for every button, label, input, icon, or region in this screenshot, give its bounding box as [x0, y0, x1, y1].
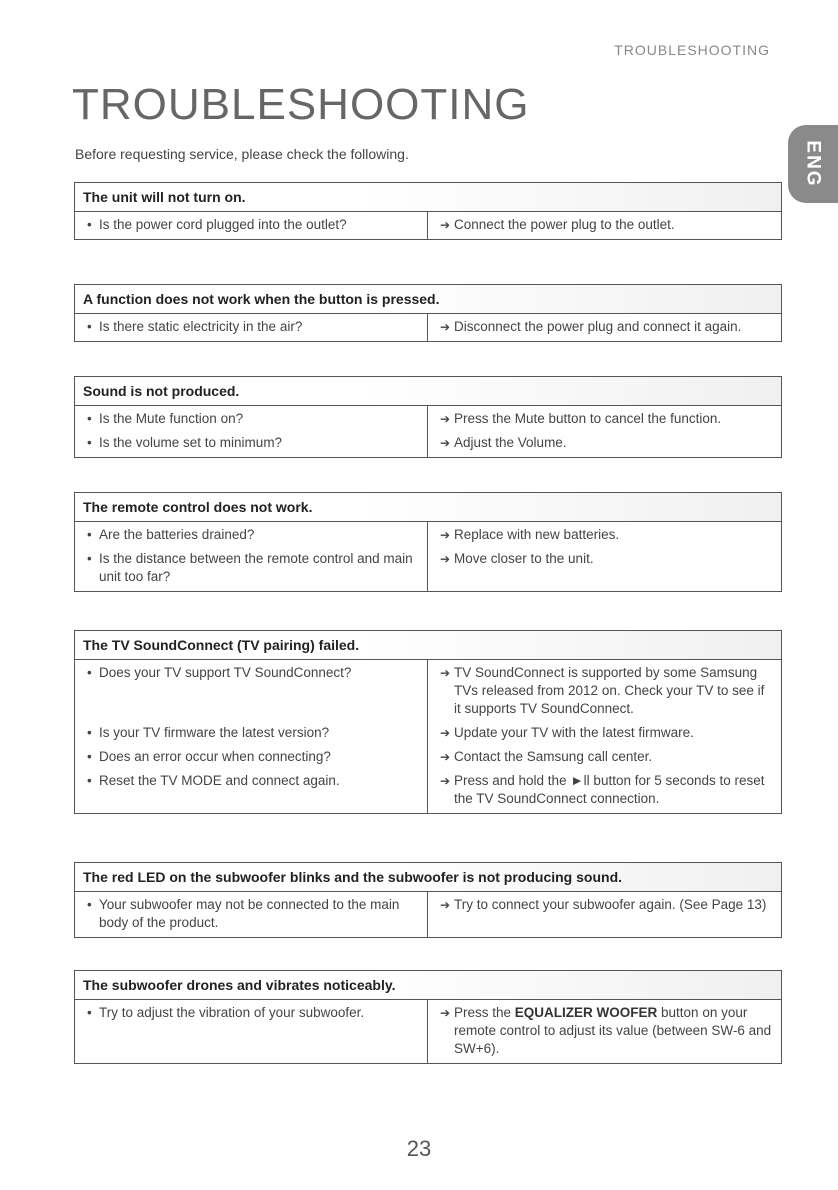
- arrow-icon: ➔: [440, 898, 451, 912]
- question-item: [87, 550, 419, 586]
- arrow-icon: ➔: [440, 666, 451, 680]
- arrow-icon: ➔: [440, 528, 451, 542]
- answer-column: [428, 660, 781, 813]
- question-item: [87, 410, 419, 428]
- bullet-icon: •: [87, 725, 92, 740]
- arrow-icon: ➔: [440, 552, 451, 566]
- answer-text-bold: EQUALIZER WOOFER: [514, 1005, 658, 1020]
- answer-text: Adjust the Volume.: [454, 435, 567, 450]
- section-title: The TV SoundConnect (TV pairing) failed.: [83, 637, 360, 653]
- question-text: Are the batteries drained?: [99, 527, 255, 542]
- answer-text: Contact the Samsung call center.: [454, 749, 653, 764]
- arrow-icon: ➔: [440, 726, 451, 740]
- question-text: Is the Mute function on?: [99, 411, 244, 426]
- page-number: 23: [406, 1136, 432, 1161]
- bullet-icon: •: [87, 217, 92, 232]
- question-column: [75, 892, 428, 937]
- arrow-icon: ➔: [440, 320, 451, 334]
- bullet-icon: •: [87, 773, 92, 788]
- arrow-icon: ➔: [440, 436, 451, 450]
- question-item: [87, 434, 419, 452]
- question-item: [87, 526, 419, 544]
- answer-item: [440, 410, 773, 428]
- bullet-icon: •: [87, 665, 92, 680]
- section-function-not-work: [74, 284, 782, 342]
- question-item: [87, 1004, 419, 1022]
- answer-text: Try to connect your subwoofer again. (See Page 13): [454, 897, 767, 912]
- answer-column: [428, 406, 781, 457]
- section-sound-not-produced: [74, 376, 782, 458]
- section-header: [75, 493, 781, 522]
- answer-text: [454, 1005, 771, 1056]
- section-header: [75, 863, 781, 892]
- question-item: [87, 216, 419, 234]
- bullet-icon: •: [87, 527, 92, 542]
- arrow-icon: ➔: [440, 1006, 451, 1020]
- answer-item: [440, 772, 773, 808]
- answer-item: [440, 318, 773, 336]
- section-red-led-blinks: [74, 862, 782, 938]
- question-text: Is there static electricity in the air?: [99, 319, 303, 334]
- answer-text: Move closer to the unit.: [454, 551, 594, 566]
- bullet-icon: •: [87, 1005, 92, 1020]
- question-column: [75, 660, 428, 813]
- answer-text: Replace with new batteries.: [454, 527, 620, 542]
- section-header: [75, 631, 781, 660]
- answer-item: [440, 1004, 773, 1058]
- section-title: The subwoofer drones and vibrates noticeably.: [83, 977, 396, 993]
- answer-item: [440, 526, 773, 544]
- question-text: Does an error occur when connecting?: [99, 749, 331, 764]
- question-text: Is the power cord plugged into the outlet?: [99, 217, 347, 232]
- answer-item: [440, 550, 773, 568]
- arrow-icon: ➔: [440, 412, 451, 426]
- section-title: A function does not work when the button is pressed.: [83, 291, 440, 307]
- answer-column: [428, 212, 781, 239]
- question-item: [87, 318, 419, 336]
- running-head: TROUBLESHOOTING: [614, 42, 770, 58]
- arrow-icon: ➔: [440, 774, 451, 788]
- question-column: [75, 1000, 428, 1063]
- question-text: Try to adjust the vibration of your subwoofer.: [99, 1005, 365, 1020]
- bullet-icon: •: [87, 749, 92, 764]
- question-item: [87, 748, 419, 766]
- answer-column: [428, 892, 781, 937]
- bullet-icon: •: [87, 897, 92, 912]
- question-column: [75, 522, 428, 591]
- section-header: [75, 377, 781, 406]
- bullet-icon: •: [87, 319, 92, 334]
- section-title: Sound is not produced.: [83, 383, 240, 399]
- answer-item: [440, 896, 773, 914]
- section-header: [75, 183, 781, 212]
- answer-column: [428, 314, 781, 341]
- section-tv-soundconnect-failed: [74, 630, 782, 814]
- section-title: The unit will not turn on.: [83, 189, 246, 205]
- answer-text: Connect the power plug to the outlet.: [454, 217, 675, 232]
- question-item: [87, 724, 419, 742]
- bullet-icon: •: [87, 411, 92, 426]
- arrow-icon: ➔: [440, 750, 451, 764]
- answer-column: [428, 522, 781, 591]
- answer-column: [428, 1000, 781, 1063]
- answer-item: [440, 724, 773, 742]
- question-text: Is the distance between the remote control and main unit too far?: [99, 551, 413, 584]
- answer-text-before: Press the: [454, 1005, 515, 1020]
- answer-text: Press the Mute button to cancel the function.: [454, 411, 722, 426]
- language-tab: [788, 125, 838, 203]
- language-tab-label: ENG: [803, 140, 824, 188]
- question-text: Your subwoofer may not be connected to the main body of the product.: [99, 897, 400, 930]
- page-title: TROUBLESHOOTING: [72, 80, 530, 129]
- question-column: [75, 212, 428, 239]
- answer-text: Press and hold the ►ll button for 5 seconds to reset the TV SoundConnect connection.: [454, 773, 765, 806]
- answer-text: TV SoundConnect is supported by some Samsung TVs released from 2012 on. Check your TV to see if it supports TV SoundConnect.: [454, 665, 765, 716]
- section-subwoofer-drones: [74, 970, 782, 1064]
- question-item: [87, 896, 419, 932]
- bullet-icon: •: [87, 435, 92, 450]
- answer-item: [440, 748, 773, 766]
- answer-item: [440, 434, 773, 452]
- question-text: Reset the TV MODE and connect again.: [99, 773, 340, 788]
- section-title: The red LED on the subwoofer blinks and the subwoofer is not producing sound.: [83, 869, 623, 885]
- question-item: [87, 772, 419, 790]
- question-text: Is the volume set to minimum?: [99, 435, 283, 450]
- intro-text: Before requesting service, please check the following.: [75, 146, 409, 162]
- section-header: [75, 285, 781, 314]
- answer-item: [440, 664, 773, 718]
- section-title: The remote control does not work.: [83, 499, 313, 515]
- answer-item: [440, 216, 773, 234]
- arrow-icon: ➔: [440, 218, 451, 232]
- answer-text: Update your TV with the latest firmware.: [454, 725, 694, 740]
- section-remote-not-work: [74, 492, 782, 592]
- answer-text-after: button on your remote control to adjust its value (between SW-6 and SW+6).: [454, 1005, 772, 1056]
- question-column: [75, 314, 428, 341]
- bullet-icon: •: [87, 551, 92, 566]
- section-unit-not-turn-on: [74, 182, 782, 240]
- question-text: Does your TV support TV SoundConnect?: [99, 665, 352, 680]
- question-text: Is your TV firmware the latest version?: [99, 725, 330, 740]
- answer-text: Disconnect the power plug and connect it again.: [454, 319, 742, 334]
- question-column: [75, 406, 428, 457]
- section-header: [75, 971, 781, 1000]
- question-item: [87, 664, 419, 718]
